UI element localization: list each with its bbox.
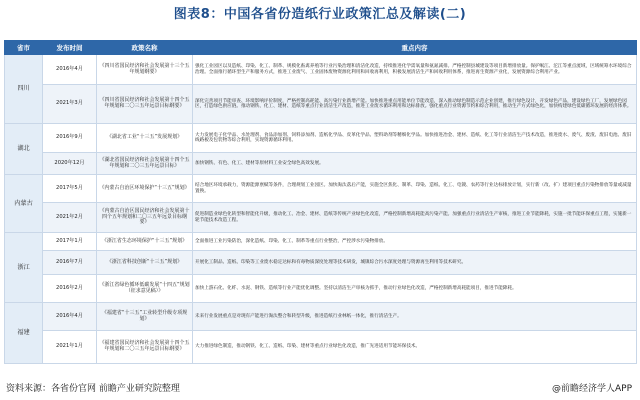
table-row [5,175,637,203]
policy-cell: 《浙江省科技创新“十三五”规划》 [97,251,193,275]
date-cell: 2016年4月 [43,303,97,331]
content-cell: 大力发展电子化学品、水处理剂、食品添加剂、饲料添加剂、造纸化学品、皮革化学品、塑料助剂等精细化学品。加快推进冶金、建材、造纸、化工等行业清洁生产技术改造，推进废水、废气、废渣、废旧电池、废旧线路板及包装物等综合利用，实现资源循环利用。 [193,124,637,153]
content-cell: 促进制造业绿色化转型和智能化升级，推动化工、冶金、建材、造纸等传统产业绿色化改造，严格控制新增高耗能高污染产能。加强重点行业清洁生产审核，推进工业节能降耗，实施一批节能环保重点工程，实施新一轮节能技术改造工程。 [193,203,637,233]
col-province: 省市 [5,41,43,55]
policy-cell: 《内蒙古自治区国民经济和社会发展第十四个五年规划和二〇三五年远景目标纲要》 [97,203,193,233]
table-row [5,203,637,233]
policy-cell: 《四川省国民经济和社会发展第十四个五年规划和二〇三五年远景目标纲要》 [97,85,193,124]
content-cell: 加快上游石化、化纤、水泥、钢铁、造纸等行业产能优化调整。坚持以清洁生产审核为抓手，推动行业绿色化改造，严格控制新增高耗能项目，推进节能降耗。 [193,275,637,303]
content-cell: 未来行业发展重点是对现有产能进行淘汰整合和转型升级，推进造纸行业林纸一体化，推行清洁生产。 [193,303,637,331]
policy-cell: 《湖北省工业“十三五”发展规划》 [97,124,193,153]
col-date: 发布时间 [43,41,97,55]
table-row [5,233,637,251]
policy-cell: 《浙江省绿色循环低碳发展“十四五”规划（征求意见稿）》 [97,275,193,303]
date-cell: 2016年4月 [43,55,97,85]
province-cell: 内蒙古 [5,175,43,233]
province-cell: 福建 [5,303,43,364]
content-cell: 全面推进工业污染防治，深化造纸、印染、化工、制革等重点行业整治，严控涉水污染物排放。 [193,233,637,251]
policy-table [4,40,637,364]
date-cell: 2021年2月 [43,203,97,233]
table-row [5,275,637,303]
content-cell: 强化工业园区以及造纸、印染、化工、制革、规模化畜禽养殖等行业污染治理和清洁化改造，持续推进化学需氧量和氨氮减排。严格控制县城建设等项目新增排放量。保护岷江、沱江等重点流域，区域统筹水环境综合治理。全面推行循环型生产和服务方式，推进工业废气、工业固体废物资源化利用和回收再利用，积极发展清洁生产和回收利用体系，推进再生资源产业化，发展资源综合利用产业。 [193,55,637,85]
table-row [5,124,637,153]
col-policy: 政策名称 [97,41,193,55]
province-cell: 四川 [5,55,43,124]
content-cell: 加快钢铁、有色、化工、建材等原材料工业安全绿色高效发展。 [193,153,637,175]
table-header [5,41,637,55]
date-cell: 2021年3月 [43,85,97,124]
content-cell: 深化完善项目节能审查、环境影响评价制度，严格控制高耗能、高污染行业新增产能。加快推进重点用能单位节能改造，深入推动绿色制造示范企业创建，推行绿色设计，开发绿色产品，建设绿色工厂，发展绿色园区，打造绿色供应链。推动钢铁、化工、建材、造纸等重点行业清洁生产改造，推进工业废水循环利用和达标排放。强化重点行业资源节约和综合利用，推动生产方式绿色化，加快构建绿色低碳循环发展的经济体系。 [193,85,637,124]
date-cell: 2017年1月 [43,233,97,251]
table-row [5,153,637,175]
content-cell: 结合地区环境承载力，资源能源禀赋等条件，合理规划工业园区。加快淘汰落后产能，实施全区焦化、制革、印染、造纸、化工、电镀、农药等行业达标排放计划，实行新（改、扩）建项目重点污染物排放等量或减量置换。 [193,175,637,203]
province-cell: 浙江 [5,233,43,303]
policy-cell: 《四川省国民经济和社会发展第十三个五年规划纲要》 [97,55,193,85]
table-row [5,251,637,275]
date-cell: 2016年7月 [43,251,97,275]
policy-table-wrap [4,40,636,364]
policy-cell: 《福建省“十三五”工业转型升级专项规划》 [97,303,193,331]
policy-cell: 《内蒙古自治区环境保护“十三五”规划》 [97,175,193,203]
table-row [5,55,637,85]
source-note: 资料来源：各省份官网 前瞻产业研究院整理 [6,384,180,394]
table-row [5,85,637,124]
page-title: 图表8：中国各省份造纸行业政策汇总及解读(二) [173,7,467,22]
policy-cell: 《湖北省国民经济和社会发展第十四个五年规划和二〇三五年远景目标》 [97,153,193,175]
table-row [5,303,637,331]
col-content: 重点内容 [193,41,637,55]
policy-cell: 《福建省国民经济和社会发展第十四个五年规划和二〇三五年远景目标纲要》 [97,331,193,364]
date-cell: 2016年9月 [43,124,97,153]
content-cell: 大力推进绿色制造，推动钢铁、化工、造纸、印染、建材等重点行业绿色化改造，推广先进适用节能环保技术。 [193,331,637,364]
date-cell: 2017年5月 [43,175,97,203]
date-cell: 2020年12月 [43,153,97,175]
policy-cell: 《浙江省生态环境保护“十三五”规划》 [97,233,193,251]
table-row [5,331,637,364]
date-cell: 2021年1月 [43,331,97,364]
date-cell: 2016年2月 [43,275,97,303]
province-cell: 湖北 [5,124,43,175]
brand-mark: @前瞻经济学人APP [551,384,632,394]
content-cell: 开展化工制品、造纸、印染等工业废水稳定达标和有毒物质深度处理等技术研发，城镇综合污水深度处理与资源再生利用等技术研究。 [193,251,637,275]
